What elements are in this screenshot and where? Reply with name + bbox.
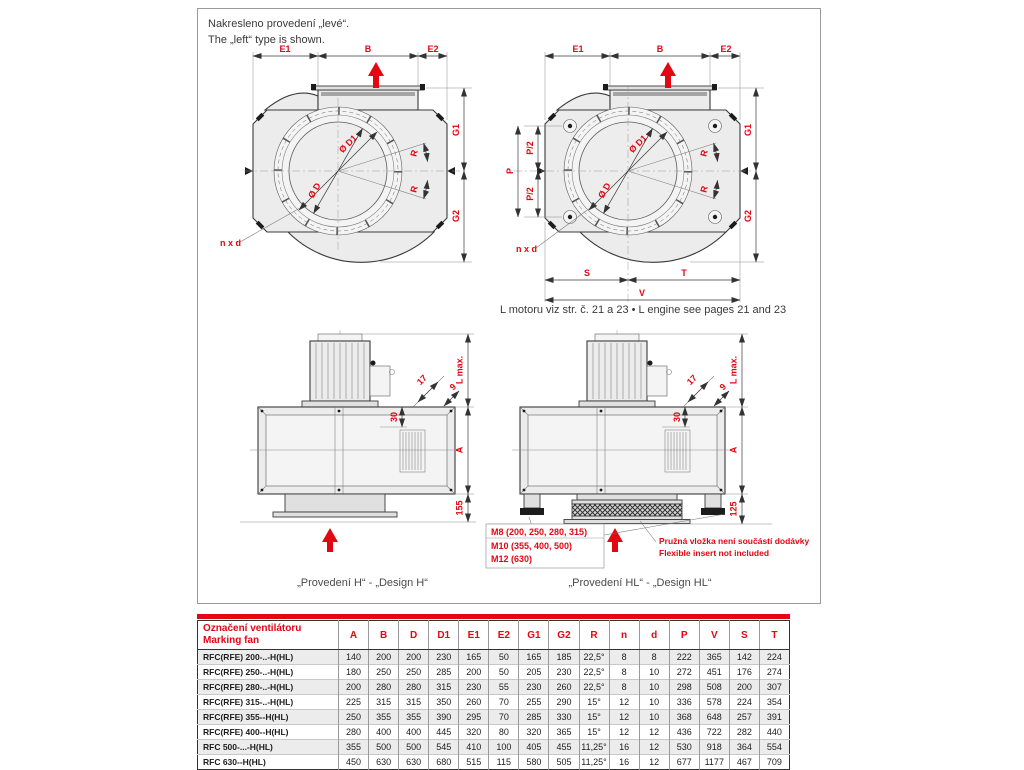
table-header-row bbox=[198, 621, 790, 650]
row-dimension-value: 355 bbox=[339, 740, 369, 755]
row-dimension-value: 22,5° bbox=[579, 650, 609, 665]
dim-label-d: Ø D bbox=[306, 181, 323, 200]
row-dimension-value: 70 bbox=[489, 710, 519, 725]
row-dimension-value: 200 bbox=[459, 665, 489, 680]
row-dimension-value: 578 bbox=[699, 695, 729, 710]
dim-label-17: 17 bbox=[414, 372, 429, 387]
row-fan-name: RFC(RFE) 250-..-H(HL) bbox=[198, 665, 339, 680]
row-dimension-value: 280 bbox=[369, 680, 399, 695]
row-dimension-value: 500 bbox=[399, 740, 429, 755]
table-column-header: D1 bbox=[429, 621, 459, 650]
dim-label-d1: Ø D1 bbox=[626, 132, 649, 155]
housing-frame bbox=[512, 407, 732, 494]
inlet-duct bbox=[273, 494, 397, 517]
row-dimension-value: 500 bbox=[369, 740, 399, 755]
row-dimension-value: 315 bbox=[369, 695, 399, 710]
caption-design-hl: „Provedení HL“ - „Design HL“ bbox=[568, 577, 712, 589]
dim-label-9: 9 bbox=[717, 381, 729, 393]
row-dimension-value: 391 bbox=[759, 710, 789, 725]
dim-label-d1: Ø D1 bbox=[336, 132, 359, 155]
row-dimension-value: 680 bbox=[429, 755, 459, 770]
row-dimension-value: 10 bbox=[639, 680, 669, 695]
row-dimension-value: 185 bbox=[549, 650, 579, 665]
row-dimension-value: 10 bbox=[639, 665, 669, 680]
terminal-box bbox=[647, 366, 667, 396]
fan-side-view-h-drawing bbox=[240, 330, 485, 562]
row-dimension-value: 354 bbox=[759, 695, 789, 710]
dim-label-g1: G1 bbox=[451, 123, 461, 137]
row-dimension-value: 451 bbox=[699, 665, 729, 680]
row-dimension-value: 70 bbox=[489, 695, 519, 710]
row-dimension-value: 282 bbox=[729, 725, 759, 740]
row-dimension-value: 224 bbox=[729, 695, 759, 710]
row-fan-name: RFC(RFE) 200-..-H(HL) bbox=[198, 650, 339, 665]
row-dimension-value: 200 bbox=[399, 650, 429, 665]
row-dimension-value: 1177 bbox=[699, 755, 729, 770]
row-dimension-value: 12 bbox=[639, 755, 669, 770]
row-dimension-value: 165 bbox=[459, 650, 489, 665]
table-accent-bar bbox=[197, 614, 790, 619]
dim-label-e2: E2 bbox=[427, 44, 439, 54]
table-row bbox=[198, 695, 790, 710]
fan-table-body bbox=[198, 650, 790, 770]
table-row bbox=[198, 755, 790, 770]
row-dimension-value: 15° bbox=[579, 710, 609, 725]
table-column-header: d bbox=[639, 621, 669, 650]
row-dimension-value: 12 bbox=[609, 725, 639, 740]
flexible-note-en: Flexible insert not included bbox=[659, 548, 770, 558]
dim-label-30: 30 bbox=[672, 411, 682, 423]
type-note-en: The „left“ type is shown. bbox=[208, 34, 325, 46]
row-dimension-value: 257 bbox=[729, 710, 759, 725]
table-row bbox=[198, 725, 790, 740]
row-dimension-value: 455 bbox=[549, 740, 579, 755]
row-dimension-value: 11,25° bbox=[579, 755, 609, 770]
row-dimension-value: 440 bbox=[759, 725, 789, 740]
row-dimension-value: 15° bbox=[579, 725, 609, 740]
row-dimension-value: 12 bbox=[639, 725, 669, 740]
row-fan-name: RFC(RFE) 280-..-H(HL) bbox=[198, 680, 339, 695]
outlet-opening bbox=[321, 92, 415, 96]
table-header-marking bbox=[198, 621, 339, 650]
row-dimension-value: 176 bbox=[729, 665, 759, 680]
table-column-header: E1 bbox=[459, 621, 489, 650]
row-dimension-value: 467 bbox=[729, 755, 759, 770]
row-dimension-value: 250 bbox=[399, 665, 429, 680]
row-dimension-value: 140 bbox=[339, 650, 369, 665]
dim-label-a: A bbox=[454, 446, 465, 454]
row-dimension-value: 320 bbox=[519, 725, 549, 740]
row-dimension-value: 250 bbox=[369, 665, 399, 680]
row-dimension-value: 205 bbox=[519, 665, 549, 680]
row-dimension-value: 365 bbox=[699, 650, 729, 665]
motor bbox=[302, 334, 395, 407]
row-dimension-value: 250 bbox=[339, 710, 369, 725]
dim-label-17: 17 bbox=[684, 372, 699, 387]
table-row bbox=[198, 710, 790, 725]
row-dimension-value: 285 bbox=[429, 665, 459, 680]
dim-label-p: P bbox=[505, 167, 515, 175]
row-dimension-value: 272 bbox=[669, 665, 699, 680]
row-dimension-value: 365 bbox=[549, 725, 579, 740]
dim-label-r-bottom: R bbox=[408, 184, 420, 194]
bolt-size-m8: M8 (200, 250, 280, 315) bbox=[491, 527, 588, 537]
row-fan-name: RFC(RFE) 400--H(HL) bbox=[198, 725, 339, 740]
row-dimension-value: 230 bbox=[549, 665, 579, 680]
dim-label-a: A bbox=[728, 446, 739, 454]
row-dimension-value: 50 bbox=[489, 650, 519, 665]
dim-label-30: 30 bbox=[389, 411, 399, 423]
row-dimension-value: 22,5° bbox=[579, 665, 609, 680]
row-dimension-value: 11,25° bbox=[579, 740, 609, 755]
row-dimension-value: 224 bbox=[759, 650, 789, 665]
row-dimension-value: 255 bbox=[519, 695, 549, 710]
table-header-marking-cz: Označení ventilátoru bbox=[203, 623, 302, 634]
dim-label-d: Ø D bbox=[596, 181, 613, 200]
row-dimension-value: 285 bbox=[519, 710, 549, 725]
row-dimension-value: 355 bbox=[369, 710, 399, 725]
row-dimension-value: 222 bbox=[669, 650, 699, 665]
row-dimension-value: 274 bbox=[759, 665, 789, 680]
row-dimension-value: 320 bbox=[459, 725, 489, 740]
dim-label-s: S bbox=[583, 268, 591, 278]
row-dimension-value: 298 bbox=[669, 680, 699, 695]
table-row bbox=[198, 650, 790, 665]
row-dimension-value: 336 bbox=[669, 695, 699, 710]
dim-label-lmax: L max. bbox=[454, 355, 465, 385]
row-dimension-value: 530 bbox=[669, 740, 699, 755]
terminal-box bbox=[370, 366, 390, 396]
row-fan-name: RFC(RFE) 315-..-H(HL) bbox=[198, 695, 339, 710]
row-dimension-value: 230 bbox=[459, 680, 489, 695]
row-dimension-value: 280 bbox=[339, 725, 369, 740]
dim-label-e1: E1 bbox=[279, 44, 291, 54]
engine-length-note: L motoru viz str. č. 21 a 23 • L engine see pages 21 and 23 bbox=[500, 304, 787, 316]
dim-label-v: V bbox=[638, 288, 646, 298]
flexible-note-cz: Pružná vložka není součástí dodávky bbox=[659, 536, 810, 546]
dim-label-g1: G1 bbox=[743, 123, 753, 137]
table-column-header: B bbox=[369, 621, 399, 650]
table-column-header: S bbox=[729, 621, 759, 650]
row-dimension-value: 709 bbox=[759, 755, 789, 770]
row-dimension-value: 295 bbox=[459, 710, 489, 725]
bolt-size-m12: M12 (630) bbox=[491, 554, 533, 564]
table-column-header: T bbox=[759, 621, 789, 650]
row-dimension-value: 400 bbox=[369, 725, 399, 740]
row-dimension-value: 722 bbox=[699, 725, 729, 740]
row-dimension-value: 15° bbox=[579, 695, 609, 710]
row-dimension-value: 630 bbox=[399, 755, 429, 770]
table-row bbox=[198, 740, 790, 755]
row-dimension-value: 364 bbox=[729, 740, 759, 755]
table-row bbox=[198, 680, 790, 695]
row-dimension-value: 230 bbox=[519, 680, 549, 695]
row-dimension-value: 142 bbox=[729, 650, 759, 665]
dim-label-nxd: n x d bbox=[220, 238, 242, 248]
row-dimension-value: 10 bbox=[639, 710, 669, 725]
outlet-opening bbox=[613, 92, 707, 96]
airflow-arrow-up bbox=[322, 528, 338, 552]
row-dimension-value: 580 bbox=[519, 755, 549, 770]
dim-label-125: 125 bbox=[728, 501, 739, 517]
dim-label-e2: E2 bbox=[720, 44, 732, 54]
table-row bbox=[198, 665, 790, 680]
row-fan-name: RFC 500-...-H(HL) bbox=[198, 740, 339, 755]
flexible-insert-note bbox=[640, 521, 809, 558]
row-dimension-value: 10 bbox=[639, 695, 669, 710]
row-dimension-value: 230 bbox=[429, 650, 459, 665]
row-dimension-value: 368 bbox=[669, 710, 699, 725]
row-dimension-value: 22,5° bbox=[579, 680, 609, 695]
dim-label-g2: G2 bbox=[743, 209, 753, 223]
row-dimension-value: 355 bbox=[399, 710, 429, 725]
row-dimension-value: 165 bbox=[519, 650, 549, 665]
fan-front-view-hl-drawing bbox=[490, 40, 820, 315]
dim-label-e1: E1 bbox=[572, 44, 584, 54]
row-dimension-value: 200 bbox=[369, 650, 399, 665]
row-dimension-value: 445 bbox=[429, 725, 459, 740]
dim-label-155: 155 bbox=[454, 500, 465, 516]
row-dimension-value: 16 bbox=[609, 740, 639, 755]
dim-label-p2-top: P/2 bbox=[525, 141, 535, 155]
table-column-header: A bbox=[339, 621, 369, 650]
fan-dimensions-table bbox=[197, 620, 790, 770]
dim-label-p2-bottom: P/2 bbox=[525, 187, 535, 201]
row-dimension-value: 260 bbox=[549, 680, 579, 695]
row-dimension-value: 410 bbox=[459, 740, 489, 755]
dim-label-lmax: L max. bbox=[728, 355, 739, 385]
row-dimension-value: 505 bbox=[549, 755, 579, 770]
airflow-arrow-up bbox=[607, 528, 623, 552]
row-dimension-value: 554 bbox=[759, 740, 789, 755]
row-dimension-value: 648 bbox=[699, 710, 729, 725]
row-dimension-value: 280 bbox=[399, 680, 429, 695]
row-dimension-value: 290 bbox=[549, 695, 579, 710]
fan-side-view-hl-drawing bbox=[480, 330, 810, 574]
row-dimension-value: 115 bbox=[489, 755, 519, 770]
row-dimension-value: 677 bbox=[669, 755, 699, 770]
row-dimension-value: 80 bbox=[489, 725, 519, 740]
flexible-insert bbox=[564, 494, 690, 524]
row-fan-name: RFC(RFE) 355--H(HL) bbox=[198, 710, 339, 725]
row-dimension-value: 508 bbox=[699, 680, 729, 695]
row-dimension-value: 12 bbox=[639, 740, 669, 755]
table-column-header: V bbox=[699, 621, 729, 650]
row-dimension-value: 55 bbox=[489, 680, 519, 695]
table-column-header: G2 bbox=[549, 621, 579, 650]
bolt-size-m10: M10 (355, 400, 500) bbox=[491, 541, 573, 551]
row-dimension-value: 315 bbox=[429, 680, 459, 695]
row-dimension-value: 350 bbox=[429, 695, 459, 710]
table-column-header: D bbox=[399, 621, 429, 650]
row-dimension-value: 180 bbox=[339, 665, 369, 680]
row-dimension-value: 50 bbox=[489, 665, 519, 680]
dim-label-t: T bbox=[681, 268, 687, 278]
fan-front-view-h-drawing bbox=[210, 40, 500, 310]
row-dimension-value: 225 bbox=[339, 695, 369, 710]
table-column-header: E2 bbox=[489, 621, 519, 650]
row-dimension-value: 307 bbox=[759, 680, 789, 695]
row-dimension-value: 100 bbox=[489, 740, 519, 755]
table-column-header: R bbox=[579, 621, 609, 650]
row-dimension-value: 515 bbox=[459, 755, 489, 770]
row-dimension-value: 315 bbox=[399, 695, 429, 710]
dim-label-9: 9 bbox=[447, 381, 459, 393]
dim-label-r-top: R bbox=[408, 148, 420, 158]
airflow-arrow-up bbox=[660, 62, 676, 88]
row-dimension-value: 436 bbox=[669, 725, 699, 740]
row-dimension-value: 400 bbox=[399, 725, 429, 740]
dim-label-nxd: n x d bbox=[516, 244, 538, 254]
row-dimension-value: 545 bbox=[429, 740, 459, 755]
row-dimension-value: 16 bbox=[609, 755, 639, 770]
row-dimension-value: 330 bbox=[549, 710, 579, 725]
row-dimension-value: 12 bbox=[609, 695, 639, 710]
row-dimension-value: 8 bbox=[609, 680, 639, 695]
row-dimension-value: 8 bbox=[609, 665, 639, 680]
dim-label-r-top: R bbox=[698, 148, 710, 158]
table-column-header: n bbox=[609, 621, 639, 650]
table-column-header: P bbox=[669, 621, 699, 650]
row-dimension-value: 390 bbox=[429, 710, 459, 725]
row-dimension-value: 200 bbox=[729, 680, 759, 695]
table-header-marking-en: Marking fan bbox=[203, 635, 260, 646]
housing-frame bbox=[250, 407, 462, 494]
row-fan-name: RFC 630--H(HL) bbox=[198, 755, 339, 770]
table-column-header: G1 bbox=[519, 621, 549, 650]
dim-label-r-bottom: R bbox=[698, 184, 710, 194]
caption-design-h: „Provedení H“ - „Design H“ bbox=[297, 577, 428, 589]
row-dimension-value: 8 bbox=[609, 650, 639, 665]
row-dimension-value: 918 bbox=[699, 740, 729, 755]
motor bbox=[579, 334, 672, 407]
dim-label-b: B bbox=[364, 44, 372, 54]
row-dimension-value: 8 bbox=[639, 650, 669, 665]
dimension-table-section bbox=[197, 614, 790, 770]
row-dimension-value: 200 bbox=[339, 680, 369, 695]
airflow-arrow-up bbox=[368, 62, 384, 88]
dim-label-g2: G2 bbox=[451, 209, 461, 223]
row-dimension-value: 630 bbox=[369, 755, 399, 770]
row-dimension-value: 260 bbox=[459, 695, 489, 710]
row-dimension-value: 12 bbox=[609, 710, 639, 725]
row-dimension-value: 450 bbox=[339, 755, 369, 770]
type-note-cz: Nakresleno provedení „levé“. bbox=[208, 18, 350, 30]
row-dimension-value: 405 bbox=[519, 740, 549, 755]
dim-label-b: B bbox=[656, 44, 664, 54]
